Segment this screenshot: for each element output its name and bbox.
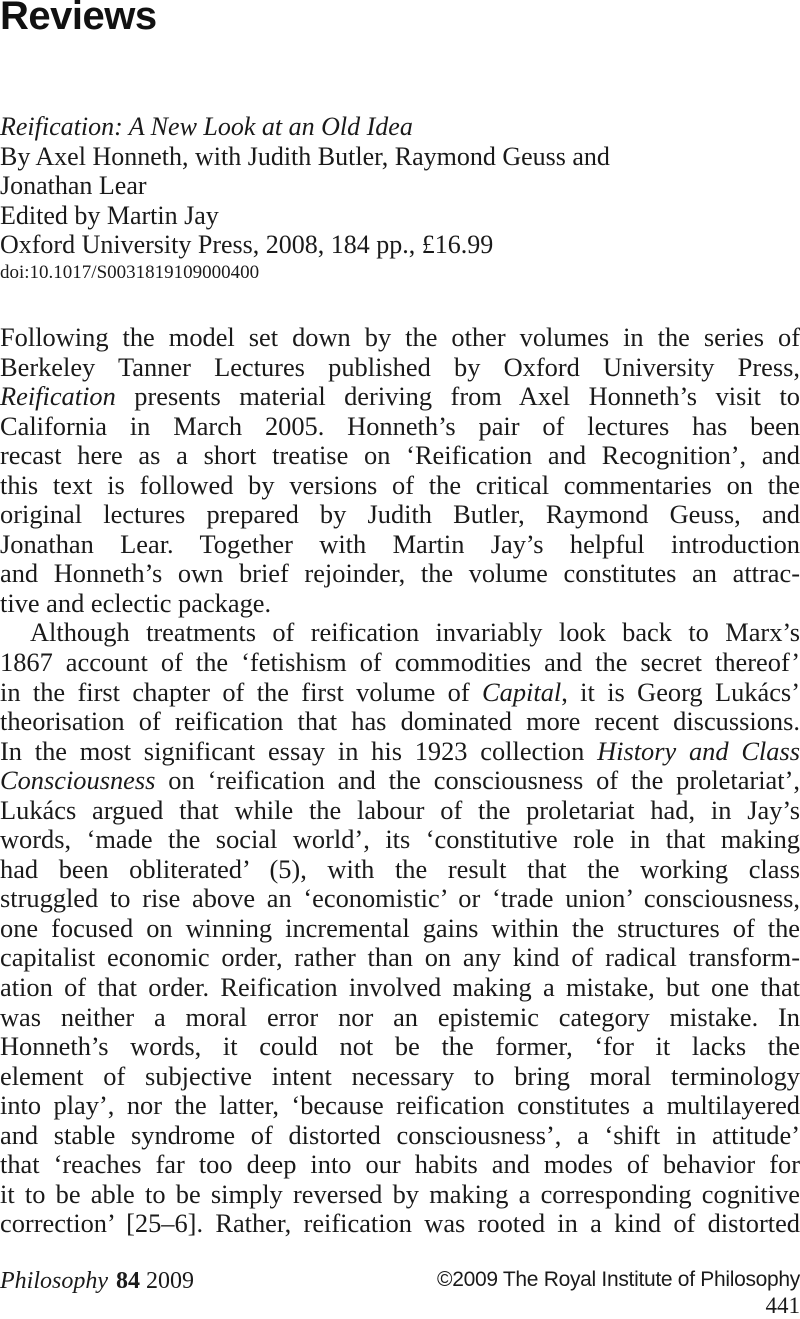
- text-segment: In the most significant essay in his 1923 collection: [0, 736, 597, 766]
- footer-journal-info: [0, 1268, 194, 1295]
- text-segment: into play’, nor the latter, ‘because reification constitutes a multilayered: [0, 1090, 800, 1120]
- body-line: [0, 796, 800, 826]
- body-line: [0, 1209, 800, 1239]
- text-segment: Honneth’s words, it could not be the former, ‘for it lacks the: [0, 1031, 800, 1061]
- section-heading: Reviews: [0, 0, 157, 39]
- body-line: [0, 855, 800, 885]
- book-editor: Edited by Martin Jay: [0, 201, 800, 231]
- body-line: [0, 1091, 800, 1121]
- text-segment: was neither a moral error nor an epistemic category mistake. In: [0, 1002, 800, 1032]
- text-segment: in the first chapter of the first volume of: [0, 677, 482, 707]
- body-line: [0, 737, 800, 767]
- body-line: [0, 382, 800, 412]
- footer-journal-name: Philosophy: [0, 1268, 108, 1294]
- text-segment: that ‘reaches far too deep into our habits and modes of behavior for: [0, 1149, 800, 1179]
- page-number: 441: [766, 1293, 800, 1319]
- body-line: [0, 766, 800, 796]
- text-segment: capitalist economic order, rather than on any kind of radical transform-: [0, 942, 800, 972]
- body-line: [0, 589, 800, 619]
- body-line: [0, 1150, 800, 1180]
- text-segment: Jonathan Lear. Together with Martin Jay’s helpful introduction: [0, 529, 800, 559]
- body-line: [0, 678, 800, 708]
- review-body: [0, 323, 800, 1239]
- text-segment: theorisation of reification that has dominated more recent discussions.: [0, 706, 800, 736]
- footer-volume: 84: [116, 1268, 140, 1294]
- italic-text: Consciousness: [0, 765, 155, 795]
- italic-text: Capital: [482, 677, 561, 707]
- text-segment: Berkeley Tanner Lectures published by Oxford University Press,: [0, 352, 800, 382]
- text-segment: Lukács argued that while the labour of the proletariat had, in Jay’s: [0, 795, 800, 825]
- body-line: [0, 1032, 800, 1062]
- body-line: [0, 648, 800, 678]
- text-segment: one focused on winning incremental gains within the structures of the: [0, 913, 800, 943]
- body-line: [0, 1121, 800, 1151]
- body-line: [0, 441, 800, 471]
- body-line: [0, 1003, 800, 1033]
- book-authors-line-2: Jonathan Lear: [0, 171, 800, 201]
- body-line: [0, 1180, 800, 1210]
- text-segment: tive and eclectic package.: [0, 588, 271, 618]
- text-segment: Although treatments of reification invariably look back to Marx’s: [30, 617, 800, 647]
- book-doi: doi:10.1017/S0031819109000400: [0, 260, 800, 286]
- text-segment: on ‘reification and the consciousness of the proletariat’,: [155, 765, 800, 795]
- body-line: [0, 618, 800, 648]
- body-line: [0, 412, 800, 442]
- text-segment: California in March 2005. Honneth’s pair of lectures has been: [0, 411, 800, 441]
- text-segment: presents material deriving from Axel Honneth’s visit to: [116, 381, 800, 411]
- text-segment: words, ‘made the social world’, its ‘constitutive role in that making: [0, 824, 800, 854]
- body-line: [0, 323, 800, 353]
- body-line: [0, 707, 800, 737]
- body-line: [0, 973, 800, 1003]
- text-segment: , it is Georg Lukács’: [561, 677, 800, 707]
- text-segment: ation of that order. Reification involved making a mistake, but one that: [0, 972, 800, 1002]
- text-segment: struggled to rise above an ‘economistic’ or ‘trade union’ consciousness,: [0, 883, 800, 913]
- text-segment: this text is followed by versions of the critical commentaries on the: [0, 470, 800, 500]
- body-line: [0, 943, 800, 973]
- text-segment: element of subjective intent necessary to bring moral terminology: [0, 1061, 800, 1091]
- text-segment: it to be able to be simply reversed by making a corresponding cognitive: [0, 1179, 800, 1209]
- italic-text: Reification: [0, 381, 116, 411]
- body-line: [0, 559, 800, 589]
- body-line: [0, 530, 800, 560]
- book-authors-line-1: By Axel Honneth, with Judith Butler, Raymond Geuss and: [0, 142, 800, 172]
- text-segment: correction’ [25–6]. Rather, reification was rooted in a kind of distorted: [0, 1208, 800, 1238]
- body-line: [0, 825, 800, 855]
- body-line: [0, 914, 800, 944]
- text-segment: 1867 account of the ‘fetishism of commodities and the secret thereof’: [0, 647, 800, 677]
- body-line: [0, 353, 800, 383]
- body-line: [0, 471, 800, 501]
- book-title: Reification: A New Look at an Old Idea: [0, 112, 800, 142]
- footer-copyright: ©2009 The Royal Institute of Philosophy: [437, 1268, 800, 1292]
- book-bibliographic-info: [0, 112, 800, 286]
- text-segment: original lectures prepared by Judith Butler, Raymond Geuss, and: [0, 499, 800, 529]
- text-segment: had been obliterated’ (5), with the result that the working class: [0, 854, 800, 884]
- text-segment: Following the model set down by the other volumes in the series of: [0, 322, 800, 352]
- body-line: [0, 1062, 800, 1092]
- italic-text: History and Class: [597, 736, 800, 766]
- text-segment: and stable syndrome of distorted consciousness’, a ‘shift in attitude’: [0, 1120, 800, 1150]
- body-line: [0, 884, 800, 914]
- text-segment: and Honneth’s own brief rejoinder, the volume constitutes an attrac-: [0, 558, 800, 588]
- book-publication: Oxford University Press, 2008, 184 pp., £16.99: [0, 230, 800, 260]
- footer-year: 2009: [146, 1268, 194, 1294]
- text-segment: recast here as a short treatise on ‘Reification and Recognition’, and: [0, 440, 800, 470]
- body-line: [0, 500, 800, 530]
